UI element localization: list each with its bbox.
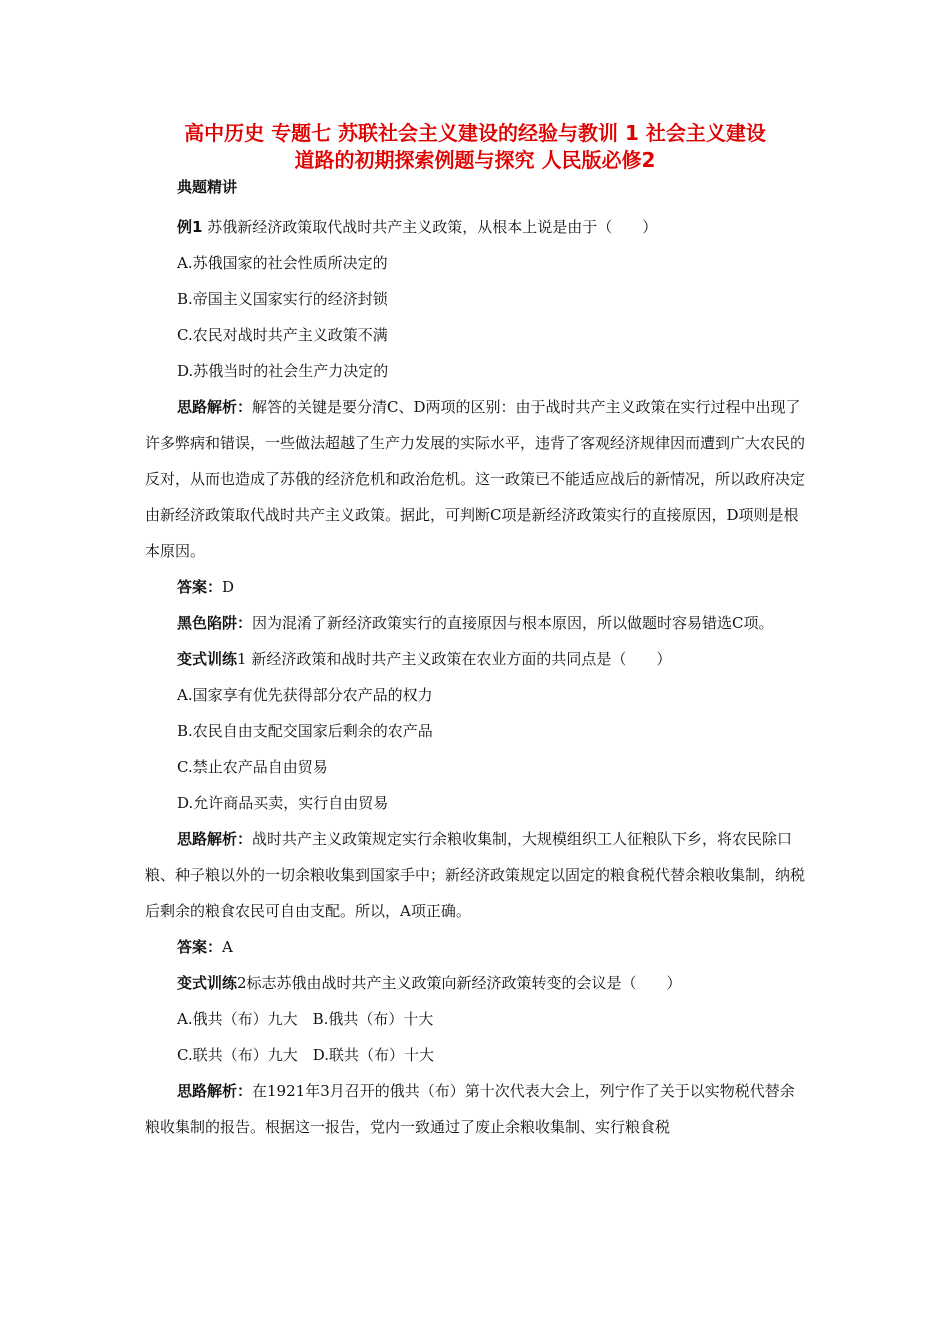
- document-body: [145, 175, 805, 1145]
- title-line-2: 道路的初期探索例题与探究 人民版必修2: [294, 148, 656, 172]
- variant1-option-a: A.国家享有优先获得部分农产品的权力: [177, 686, 433, 704]
- variant1-analysis: 思路解析：战时共产主义政策规定实行余粮收集制，大规模组织工人征粮队下乡，将农民除口粮、种子粮以外的一切余粮收集到国家手中；新经济政策规定以固定的粮食税代替余粮收集制，纳税后剩余的粮食农民可自由支配。所以，A项正确。: [145, 830, 806, 920]
- variant1-option-c: C.禁止农产品自由贸易: [177, 758, 328, 776]
- example1-trap: 黑色陷阱：因为混淆了新经济政策实行的直接原因与根本原因，所以做题时容易错选C项。: [177, 614, 774, 632]
- title-line-1: 高中历史 专题七 苏联社会主义建设的经验与教训 1 社会主义建设: [184, 121, 766, 145]
- variant2-options-line-2: C.联共（布）九大 D.联共（布）十大: [177, 1046, 434, 1064]
- example1-answer: 答案：D: [177, 578, 235, 596]
- document-title: [120, 120, 830, 174]
- example1-option-d: D.苏俄当时的社会生产力决定的: [177, 362, 389, 380]
- section-heading: 典题精讲: [177, 178, 238, 196]
- example1-option-a: A.苏俄国家的社会性质所决定的: [177, 254, 388, 272]
- example1-option-c: C.农民对战时共产主义政策不满: [177, 326, 388, 344]
- variant1-option-d: D.允许商品买卖，实行自由贸易: [177, 794, 389, 812]
- variant2-analysis: 思路解析：在1921年3月召开的俄共（布）第十次代表大会上，列宁作了关于以实物税代替余粮收集制的报告。根据这一报告，党内一致通过了废止余粮收集制、实行粮食税: [145, 1082, 795, 1136]
- example1-question: 例1 苏俄新经济政策取代战时共产主义政策，从根本上说是由于（ ）: [177, 218, 658, 236]
- example1-option-b: B.帝国主义国家实行的经济封锁: [177, 290, 388, 308]
- variant1-answer: 答案：A: [177, 938, 233, 956]
- variant2-question: 变式训练2标志苏俄由战时共产主义政策向新经济政策转变的会议是（ ）: [177, 974, 682, 992]
- variant1-option-b: B.农民自由支配交国家后剩余的农产品: [177, 722, 433, 740]
- variant2-options-line-1: A.俄共（布）九大 B.俄共（布）十大: [177, 1010, 434, 1028]
- example1-analysis: 思路解析：解答的关键是要分清C、D两项的区别：由于战时共产主义政策在实行过程中出现了许多弊病和错误，一些做法超越了生产力发展的实际水平，违背了客观经济规律因而遭到广大农民的反对，从而也造成了苏俄的经济危机和政治危机。这一政策已不能适应战后的新情况，所以政府决定由新经济政策取代战时共产主义政策。据此，可判断C项是新经济政策实行的直接原因，D项则是根本原因。: [145, 398, 806, 560]
- variant1-question: 变式训练1 新经济政策和战时共产主义政策在农业方面的共同点是（ ）: [177, 650, 672, 668]
